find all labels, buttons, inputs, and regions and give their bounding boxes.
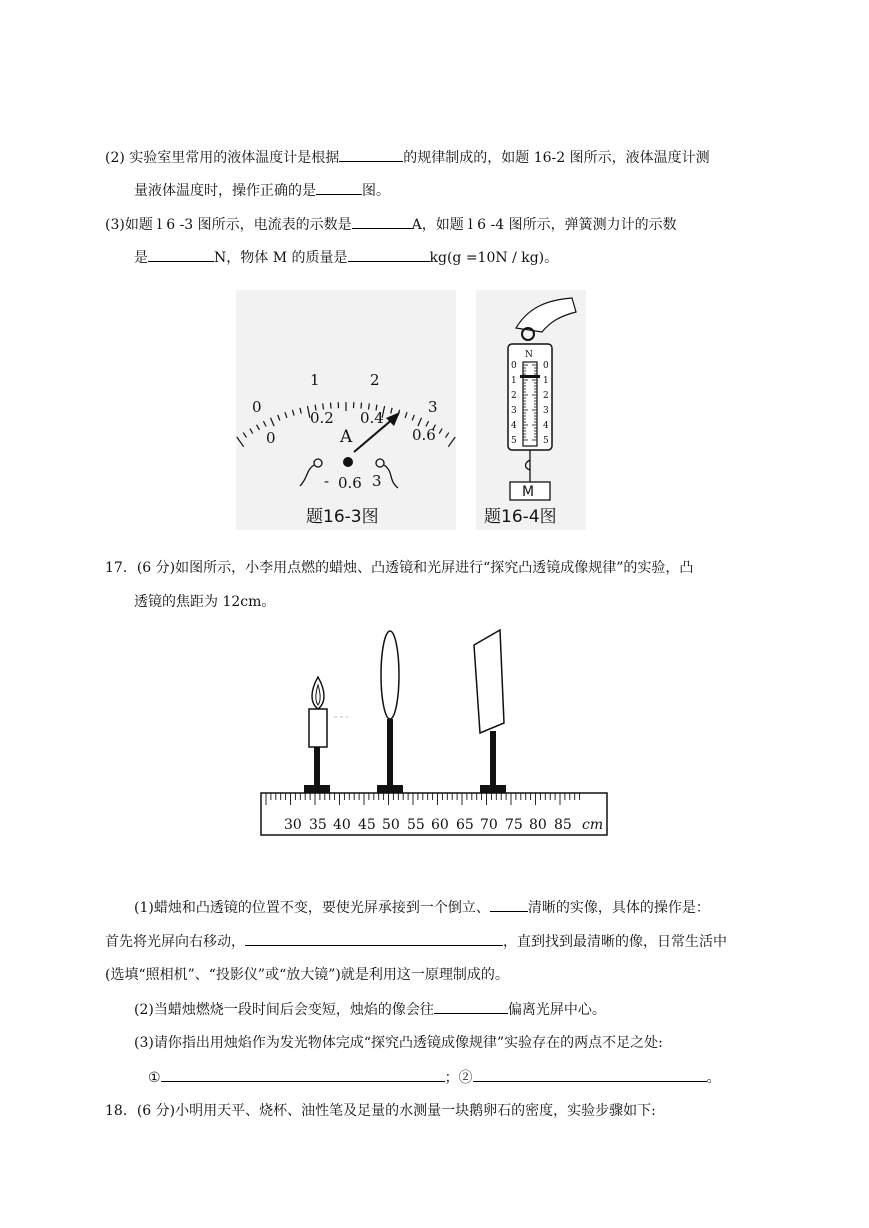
tick <box>331 403 332 409</box>
tick <box>361 403 362 409</box>
q17-line1: 17．(6 分)如图所示，小李用点燃的蜡烛、凸透镜和光屏进行“探究凸透镜成像规律”的实验，凸 <box>105 560 694 576</box>
ruler-label: 75 <box>505 817 523 833</box>
scale-pointer <box>520 375 540 378</box>
scale-tick-label: 4 <box>543 421 549 431</box>
q17-2-line <box>134 999 606 1020</box>
ammeter-top-label: 3 <box>428 398 438 416</box>
q17-1-line1 <box>134 897 710 918</box>
lens-stand <box>387 719 393 789</box>
text: ① <box>148 1070 161 1086</box>
q18-line1: 18．(6 分)小明用天平、烧杯、油性笔及足量的水测量一块鹅卵石的密度，实验步骤如下: <box>105 1103 656 1119</box>
answer-blank[interactable] <box>316 180 362 195</box>
answer-blank[interactable] <box>348 247 430 262</box>
terminal-label: - <box>324 472 330 490</box>
ruler-label: 60 <box>431 817 449 833</box>
text: (1)蜡烛和凸透镜的位置不变，要使光屏承接到一个倒立、 <box>134 900 490 916</box>
ammeter-top-label: 0 <box>252 398 262 416</box>
text: kg(g =10N / kg)。 <box>429 250 559 266</box>
scale-tick-label: 0 <box>543 361 549 371</box>
text: 的规律制成的，如题 16-2 图所示，液体温度计测 <box>403 150 710 166</box>
light-screen <box>474 630 504 733</box>
text: 清晰的实像，具体的操作是： <box>527 900 710 916</box>
terminal-label: 0.6 <box>338 474 362 492</box>
q16-2-line2 <box>134 180 390 201</box>
ammeter-top-label: 1 <box>310 371 320 389</box>
mass-label: M <box>522 484 535 500</box>
ammeter-bottom-label: 0.6 <box>412 426 436 444</box>
ruler-label: 50 <box>382 817 400 833</box>
q16-3-line1 <box>105 214 677 235</box>
answer-blank[interactable] <box>473 1067 707 1082</box>
spring-scale-figure <box>476 290 586 530</box>
q17-3-answers <box>148 1067 721 1088</box>
scale-tick-label: 2 <box>543 391 549 401</box>
q17-line2: 透镜的焦距为 12cm。 <box>134 594 276 610</box>
screen-stand <box>490 731 496 789</box>
candle-body <box>309 709 327 747</box>
ruler-label: 35 <box>309 817 327 833</box>
answer-blank[interactable] <box>352 214 412 229</box>
answer-blank[interactable] <box>434 999 508 1014</box>
q16-2-line1 <box>105 147 710 168</box>
scale-tick-label: 3 <box>511 406 517 416</box>
pivot-dot <box>343 457 353 467</box>
answer-blank[interactable] <box>161 1067 445 1082</box>
ammeter-unit: A <box>340 427 353 447</box>
scale-tick-label: 1 <box>543 376 549 386</box>
q17-1-line3: (选填“照相机”、“投影仪”或“放大镜”)就是利用这一原理制成的。 <box>105 967 509 983</box>
answer-blank[interactable] <box>490 897 528 912</box>
text: A，如题 l 6 -4 图所示，弹簧测力计的示数 <box>411 217 677 233</box>
text: 。 <box>706 1070 721 1086</box>
answer-blank[interactable] <box>245 931 503 946</box>
q17-1-line2 <box>105 931 727 952</box>
ruler-label: 85 <box>554 817 572 833</box>
text: (3)如题 l 6 -3 图所示，电流表的示数是 <box>105 217 352 233</box>
text: 量液体温度时，操作正确的是 <box>134 183 316 199</box>
text: ；② <box>444 1070 473 1086</box>
text: 偏离光屏中心。 <box>507 1002 606 1018</box>
text: 图。 <box>362 183 390 199</box>
text: N，物体 M 的质量是 <box>214 250 348 266</box>
text: ，直到找到最清晰的像，日常生活中 <box>503 934 727 950</box>
ammeter-figure <box>236 290 456 530</box>
text: (2) 实验室里常用的液体温度计是根据 <box>105 150 340 166</box>
ruler-label: 45 <box>358 817 376 833</box>
ruler-label: 80 <box>529 817 547 833</box>
convex-lens <box>381 631 399 719</box>
ammeter-bottom-label: 0.2 <box>310 409 334 427</box>
figure-caption: 题16-4图 <box>484 507 557 527</box>
answer-blank[interactable] <box>339 147 403 162</box>
candle-stand <box>314 747 320 789</box>
q16-3-line2 <box>134 247 558 268</box>
ruler-label: 40 <box>333 817 351 833</box>
screen-base <box>480 785 506 793</box>
scale-tick-label: 5 <box>511 436 517 446</box>
scale-tick-label: 0 <box>511 361 517 371</box>
q17-3-line: (3)请你指出用烛焰作为发光物体完成“探究凸透镜成像规律”实验存在的两点不足之处: <box>134 1035 663 1051</box>
ammeter-top-label: 2 <box>370 371 380 389</box>
ruler-label: 30 <box>284 817 302 833</box>
optical-bench-figure <box>258 625 610 847</box>
scale-tick-label: 3 <box>543 406 549 416</box>
text: 是 <box>134 250 148 266</box>
scale-tick-label: 2 <box>511 391 517 401</box>
terminal-label: 3 <box>372 472 382 490</box>
ruler-unit: cm <box>582 817 604 833</box>
scale-tick-label: 1 <box>511 376 517 386</box>
figure-caption: 题16-3图 <box>306 507 379 527</box>
scale-tick-label: 5 <box>543 436 549 446</box>
ruler-label: 70 <box>480 817 498 833</box>
ammeter-bottom-label: 0 <box>266 429 276 447</box>
ruler-label: 55 <box>407 817 425 833</box>
lens-base <box>377 785 403 793</box>
answer-blank[interactable] <box>148 247 214 262</box>
text: 首先将光屏向右移动， <box>105 934 245 950</box>
ruler-label: 65 <box>456 817 474 833</box>
ammeter-bottom-label: 0.4 <box>360 409 384 427</box>
scale-unit: N <box>525 350 533 360</box>
scale-tick-label: 4 <box>511 421 517 431</box>
text: (2)当蜡烛燃烧一段时间后会变短，烛焰的像会往 <box>134 1002 434 1018</box>
candle-base <box>304 785 330 793</box>
